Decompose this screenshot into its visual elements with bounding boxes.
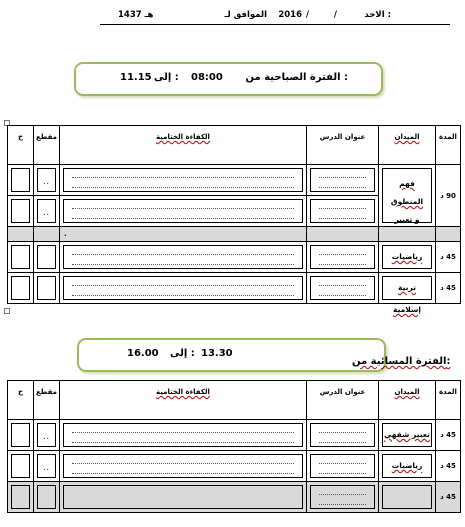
duration-cell: 45 د bbox=[436, 273, 461, 304]
morning-from: 08:00 bbox=[191, 72, 223, 83]
competency-cell[interactable] bbox=[60, 242, 307, 273]
page-cell[interactable] bbox=[8, 273, 34, 304]
domain-cell: تربية إسلامية bbox=[379, 273, 436, 304]
table-row bbox=[8, 420, 461, 451]
table-row bbox=[8, 482, 461, 513]
segment-cell[interactable]: .. bbox=[34, 165, 60, 196]
col-domain: الميدان bbox=[379, 126, 436, 165]
separator-row: . bbox=[8, 227, 461, 242]
domain-cell: تعبير شفهي bbox=[379, 420, 436, 451]
duration-cell: 45 د bbox=[436, 242, 461, 273]
table-row bbox=[8, 451, 461, 482]
duration-cell: 45 د bbox=[436, 451, 461, 482]
duration-cell: 45 د bbox=[436, 420, 461, 451]
page-cell[interactable] bbox=[8, 242, 34, 273]
col-segment: مقطع bbox=[34, 126, 60, 165]
col-competency: الكفاءة الختامية bbox=[60, 126, 307, 165]
table-row bbox=[8, 165, 461, 196]
segment-cell[interactable] bbox=[34, 242, 60, 273]
col-segment: مقطع bbox=[34, 381, 60, 420]
evening-to: 16.00 bbox=[127, 348, 159, 359]
lesson-cell[interactable] bbox=[307, 242, 379, 273]
evening-table bbox=[7, 380, 461, 513]
day-label: الاحد : bbox=[364, 10, 391, 20]
segment-cell[interactable]: .. bbox=[34, 451, 60, 482]
year: 2016 bbox=[278, 10, 302, 20]
date-slash-2: / bbox=[333, 10, 337, 20]
segment-cell[interactable]: .. bbox=[34, 196, 60, 227]
col-lesson: عنوان الدرس bbox=[307, 126, 379, 165]
col-page: ح bbox=[8, 126, 34, 165]
table-row bbox=[8, 242, 461, 273]
page-cell[interactable] bbox=[8, 165, 34, 196]
lesson-cell[interactable] bbox=[307, 482, 379, 513]
morning-period-box bbox=[74, 62, 383, 96]
page-cell[interactable] bbox=[8, 451, 34, 482]
col-lesson: عنوان الدرس bbox=[307, 381, 379, 420]
page-cell[interactable] bbox=[8, 196, 34, 227]
table-resize-handle[interactable] bbox=[4, 308, 10, 314]
col-domain: الميدان bbox=[379, 381, 436, 420]
col-duration: المدة bbox=[436, 381, 461, 420]
competency-cell[interactable] bbox=[60, 273, 307, 304]
evening-from: 13.30 bbox=[201, 348, 233, 359]
duration-cell: 90 د bbox=[436, 165, 461, 227]
segment-cell[interactable]: .. bbox=[34, 420, 60, 451]
lesson-cell[interactable] bbox=[307, 420, 379, 451]
competency-cell[interactable] bbox=[60, 482, 307, 513]
lesson-cell[interactable] bbox=[307, 196, 379, 227]
domain-cell: فهم المنطوق و تعبير bbox=[379, 165, 436, 227]
morning-title: الفترة الصباحية من : bbox=[245, 72, 348, 83]
table-header-row bbox=[8, 126, 461, 165]
competency-cell[interactable] bbox=[60, 196, 307, 227]
lesson-cell[interactable] bbox=[307, 451, 379, 482]
col-duration: المدة bbox=[436, 126, 461, 165]
segment-cell[interactable] bbox=[34, 482, 60, 513]
table-header-row bbox=[8, 381, 461, 420]
hijri-year: 1437 هـ bbox=[118, 10, 154, 20]
domain-cell bbox=[379, 482, 436, 513]
competency-cell[interactable] bbox=[60, 420, 307, 451]
domain-cell: رياضيات bbox=[379, 451, 436, 482]
morning-to: 11.15 bbox=[120, 72, 152, 83]
domain-cell: رياضيات bbox=[379, 242, 436, 273]
lesson-cell[interactable] bbox=[307, 165, 379, 196]
header-underline bbox=[100, 24, 450, 25]
page-cell[interactable] bbox=[8, 420, 34, 451]
date-slash: / bbox=[305, 10, 309, 20]
lesson-cell[interactable] bbox=[307, 273, 379, 304]
competency-cell[interactable] bbox=[60, 165, 307, 196]
corresponding-label: الموافق لـ bbox=[224, 10, 267, 20]
morning-table bbox=[7, 125, 461, 314]
evening-to-label: إلى : bbox=[170, 348, 195, 359]
competency-cell[interactable] bbox=[60, 451, 307, 482]
col-competency: الكفاءة الختامية bbox=[60, 381, 307, 420]
col-page: ح bbox=[8, 381, 34, 420]
table-row bbox=[8, 273, 461, 304]
segment-cell[interactable] bbox=[34, 273, 60, 304]
duration-cell: 45 د bbox=[436, 482, 461, 513]
page-cell[interactable] bbox=[8, 482, 34, 513]
morning-to-label: إلى : bbox=[154, 72, 179, 83]
evening-period-box: الفترة المسائية من: 13.30 إلى : 16.00 bbox=[77, 338, 386, 372]
